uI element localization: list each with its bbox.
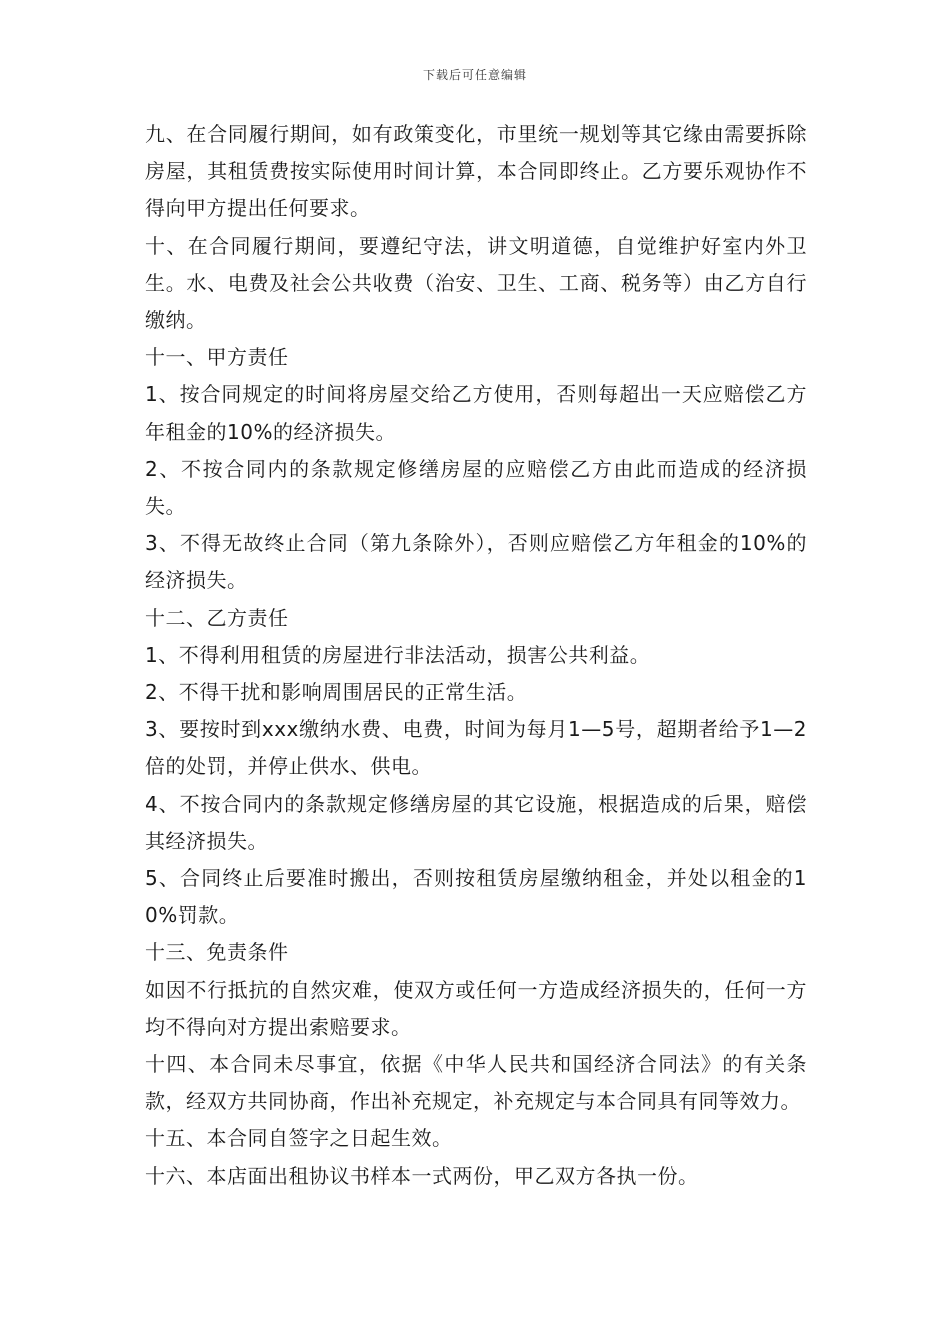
party-b-item-3: 3、要按时到xxx缴纳水费、电费，时间为每月1—5号，超期者给予1—2倍的处罚，并停止供水、供电。: [145, 717, 807, 779]
party-a-item-3: 3、不得无故终止合同（第九条除外），否则应赔偿乙方年租金的10%的经济损失。: [145, 531, 807, 593]
clause-10: 十、在合同履行期间，要遵纪守法，讲文明道德，自觉维护好室内外卫生。水、电费及社会公共收费（治安、卫生、工商、税务等）由乙方自行缴纳。: [145, 233, 807, 333]
section-heading-party-a-duties: 十一、甲方责任: [145, 345, 289, 370]
section-heading-party-b-duties: 十二、乙方责任: [145, 605, 289, 630]
party-a-item-2: 2、不按合同内的条款规定修缮房屋的应赔偿乙方由此而造成的经济损失。: [145, 456, 807, 519]
clause-15: 十五、本合同自签字之日起生效。: [145, 1126, 453, 1151]
party-b-item-1: 1、不得利用租赁的房屋进行非法活动，损害公共利益。: [145, 642, 651, 667]
clause-14: 十四、本合同未尽事宜，依据《中华人民共和国经济合同法》的有关条款，经双方共同协商，作出补充规定，补充规定与本合同具有同等效力。: [145, 1052, 807, 1114]
page-header: 下载后可任意编辑: [422, 68, 527, 82]
party-b-item-5: 5、合同终止后要准时搬出，否则按租赁房屋缴纳租金，并处以租金的10%罚款。: [145, 866, 807, 928]
document-body: [145, 116, 807, 1195]
clause-9: 九、在合同履行期间，如有政策变化，市里统一规划等其它缘由需要拆除房屋，其租赁费按实际使用时间计算，本合同即终止。乙方要乐观协作不得向甲方提出任何要求。: [145, 122, 807, 221]
clause-16: 十六、本店面出租协议书样本一式两份，甲乙双方各执一份。: [145, 1163, 699, 1188]
party-b-item-2: 2、不得干扰和影响周围居民的正常生活。: [145, 680, 528, 705]
section-heading-exemption: 十三、免责条件: [145, 940, 289, 965]
exemption-text: 如因不行抵抗的自然灾难，使双方或任何一方造成经济损失的，任何一方均不得向对方提出索赔要求。: [145, 977, 807, 1039]
party-a-item-1: 1、按合同规定的时间将房屋交给乙方使用，否则每超出一天应赔偿乙方年租金的10%的经济损失。: [145, 382, 807, 444]
party-b-item-4: 4、不按合同内的条款规定修缮房屋的其它设施，根据造成的后果，赔偿其经济损失。: [145, 791, 807, 853]
